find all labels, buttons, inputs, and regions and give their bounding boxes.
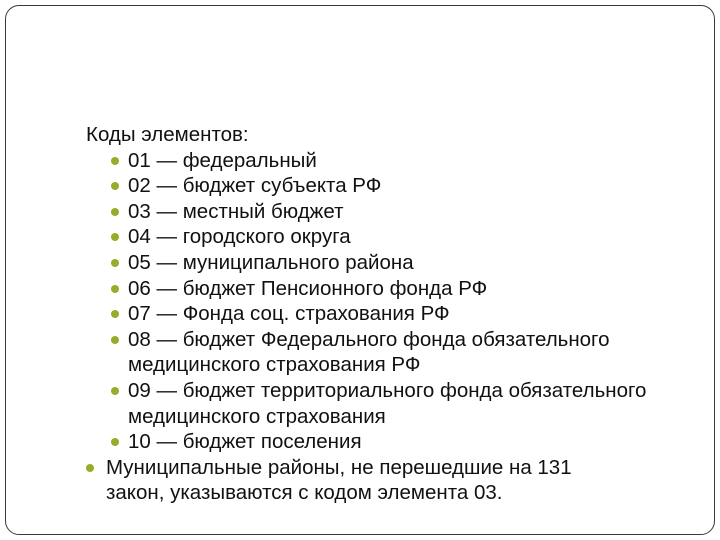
slide-content <box>86 122 694 506</box>
list-item <box>86 148 694 174</box>
bullet-dot-icon <box>111 310 119 318</box>
heading: Коды элементов: <box>86 123 249 146</box>
list-item-label: 09 — бюджет территориального фонда обязательного медицинского страхования <box>128 378 647 428</box>
list-item-label: 01 — федеральный <box>128 148 317 172</box>
list-item <box>86 429 694 455</box>
note-item <box>82 455 694 506</box>
list-item-label: 05 — муниципального района <box>128 250 414 274</box>
list-item <box>86 224 694 250</box>
element-code-list <box>86 148 694 455</box>
list-item-label: 04 — городского округа <box>128 225 351 249</box>
bullet-dot-icon <box>111 182 119 190</box>
list-item <box>86 173 694 199</box>
list-item <box>86 250 694 276</box>
list-item-label: 08 — бюджет Федерального фонда обязательного медицинского страхования РФ <box>128 327 610 377</box>
list-item <box>86 378 694 429</box>
list-item-label: 10 — бюджет поселения <box>128 430 362 454</box>
bullet-dot-icon <box>111 438 119 446</box>
bullet-dot-icon <box>111 259 119 267</box>
list-item <box>86 199 694 225</box>
list-item <box>86 301 694 327</box>
bullet-dot-icon <box>111 233 119 241</box>
slide-frame <box>5 5 715 535</box>
list-item-label: 06 — бюджет Пенсионного фонда РФ <box>128 276 488 300</box>
bullet-dot-icon <box>86 464 94 472</box>
bullet-dot-icon <box>111 336 119 344</box>
list-item-label: 03 — местный бюджет <box>128 199 344 223</box>
list-item-label: 07 — Фонда соц. страхования РФ <box>128 302 450 326</box>
list-item <box>86 276 694 302</box>
bullet-dot-icon <box>111 157 119 165</box>
list-item-label: 02 — бюджет субъекта РФ <box>128 174 382 198</box>
list-item <box>86 327 694 378</box>
bullet-dot-icon <box>111 387 119 395</box>
note-text: Муниципальные районы, не перешедшие на 131 закон, указываются с кодом элемента 03. <box>106 455 572 505</box>
bullet-dot-icon <box>111 285 119 293</box>
bullet-dot-icon <box>111 208 119 216</box>
